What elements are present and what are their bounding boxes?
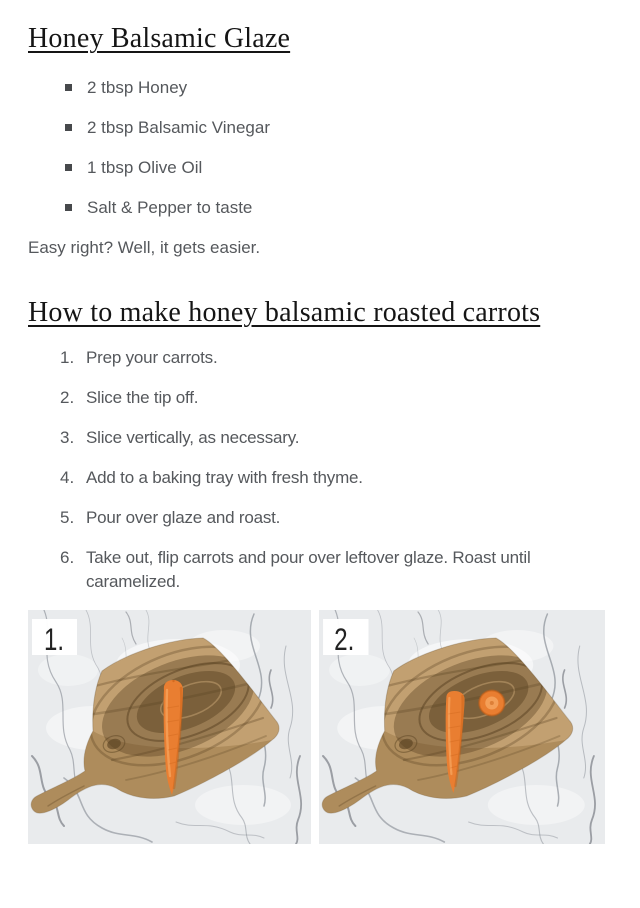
- step-text: Add to a baking tray with fresh thyme.: [86, 468, 363, 488]
- ingredient-text: 2 tbsp Balsamic Vinegar: [87, 117, 271, 137]
- photo-step-1-image: [28, 610, 311, 844]
- ingredient-item: [65, 116, 605, 140]
- square-bullet-icon: [65, 204, 72, 211]
- ingredient-item: [65, 156, 605, 180]
- step-number: 6.: [60, 548, 75, 568]
- step-item: [60, 506, 605, 530]
- step-number: 3.: [60, 428, 75, 448]
- step-number: 2.: [60, 388, 75, 408]
- photo-row: [28, 610, 605, 844]
- section-heading-glaze: Honey Balsamic Glaze: [28, 23, 291, 54]
- step-number: 5.: [60, 508, 75, 528]
- ingredient-item: [65, 196, 605, 220]
- photo-step-2: [319, 610, 605, 844]
- step-text: Slice vertically, as necessary.: [86, 428, 300, 448]
- square-bullet-icon: [65, 164, 72, 171]
- step-text: Slice the tip off.: [86, 388, 199, 408]
- ingredients-list: [28, 76, 605, 220]
- step-text: Pour over glaze and roast.: [86, 508, 281, 528]
- photo-label-2: 2.: [334, 622, 355, 657]
- square-bullet-icon: [65, 84, 72, 91]
- transition-text: Easy right? Well, it gets easier.: [28, 237, 261, 257]
- step-item: [60, 346, 605, 370]
- step-text: Take out, flip carrots and pour over leftover glaze. Roast until caramelized.: [86, 548, 531, 592]
- step-item: [60, 466, 605, 490]
- ingredient-text: 2 tbsp Honey: [87, 77, 188, 97]
- step-item: [60, 426, 605, 450]
- ingredient-item: [65, 76, 605, 100]
- ingredient-text: 1 tbsp Olive Oil: [87, 157, 203, 177]
- section-heading-howto: How to make honey balsamic roasted carrots: [28, 296, 541, 328]
- ingredient-text: Salt & Pepper to taste: [87, 197, 253, 217]
- step-number: 1.: [60, 348, 75, 368]
- photo-label-1: 1.: [44, 622, 65, 657]
- square-bullet-icon: [65, 124, 72, 131]
- carrot-slice: [479, 691, 504, 716]
- photo-step-2-image: [319, 610, 605, 844]
- step-item: [60, 546, 605, 594]
- steps-list: [28, 346, 605, 594]
- step-text: Prep your carrots.: [86, 348, 218, 368]
- step-number: 4.: [60, 468, 75, 488]
- photo-step-1: [28, 610, 311, 844]
- step-item: [60, 386, 605, 410]
